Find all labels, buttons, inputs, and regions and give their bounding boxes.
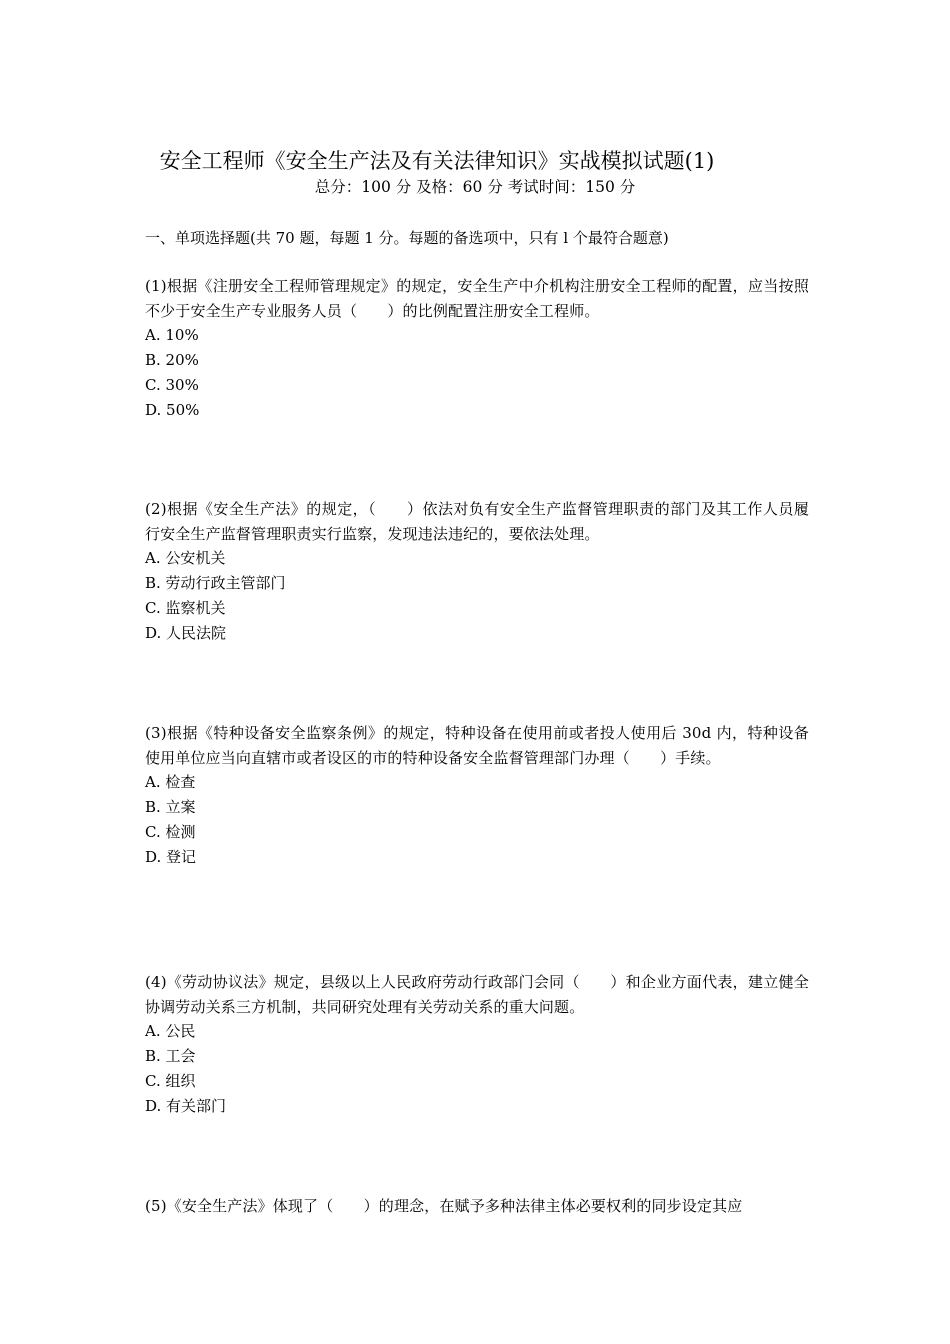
question-1 [145, 274, 809, 422]
option-c: C. 组织 [145, 1071, 196, 1090]
option-d: D. 人民法院 [145, 623, 227, 642]
question-stem: (1)根据《注册安全工程师管理规定》的规定，安全生产中介机构注册安全工程师的配置，应当按照不少于安全生产专业服务人员（ ）的比例配置注册安全工程师。 [145, 277, 809, 320]
option-c: C. 监察机关 [145, 598, 226, 617]
question-stem: (3)根据《特种设备安全监察条例》的规定，特种设备在使用前或者投人使用后 30d 内，特种设备使用单位应当向直辖市或者设区的市的特种设备安全监督管理部门办理（ ）手续。 [145, 724, 809, 767]
question-stem: (2)根据《安全生产法》的规定，（ ）依法对负有安全生产监督管理职责的部门及其工作人员履行安全生产监督管理职责实行监察，发现违法违纪的，要依法处理。 [145, 500, 809, 543]
question-stem: (5)《安全生产法》体现了（ ）的理念，在赋予多种法律主体必要权利的同步设定其应 [145, 1197, 743, 1215]
option-a: A. 公民 [145, 1022, 196, 1041]
option-a: A. 10% [145, 326, 199, 345]
option-c: C. 检测 [145, 822, 196, 841]
question-4 [145, 970, 809, 1118]
option-d: D. 50% [145, 400, 200, 419]
option-b: B. 立案 [145, 798, 196, 817]
document-title: 安全工程师《安全生产法及有关法律知识》实战模拟试题(1) [159, 149, 715, 173]
option-b: B. 20% [145, 351, 199, 370]
section-heading: 一、单项选择题(共 70 题，每题 1 分。每题的备选项中，只有 l 个最符合题意) [145, 229, 669, 247]
question-2 [145, 497, 809, 645]
option-a: A. 检查 [145, 773, 196, 792]
option-d: D. 登记 [145, 847, 197, 866]
question-stem: (4)《劳动协议法》规定，县级以上人民政府劳动行政部门会同（ ）和企业方面代表，建立健全协调劳动关系三方机制，共同研究处理有关劳动关系的重大问题。 [145, 973, 809, 1016]
option-d: D. 有关部门 [145, 1096, 227, 1115]
option-c: C. 30% [145, 375, 199, 394]
option-b: B. 劳动行政主管部门 [145, 574, 286, 593]
exam-info: 总分：100 分 及格：60 分 考试时间：150 分 [314, 178, 636, 196]
question-3 [145, 721, 809, 869]
option-a: A. 公安机关 [145, 549, 226, 568]
option-b: B. 工会 [145, 1047, 196, 1066]
question-5 [145, 1194, 809, 1219]
